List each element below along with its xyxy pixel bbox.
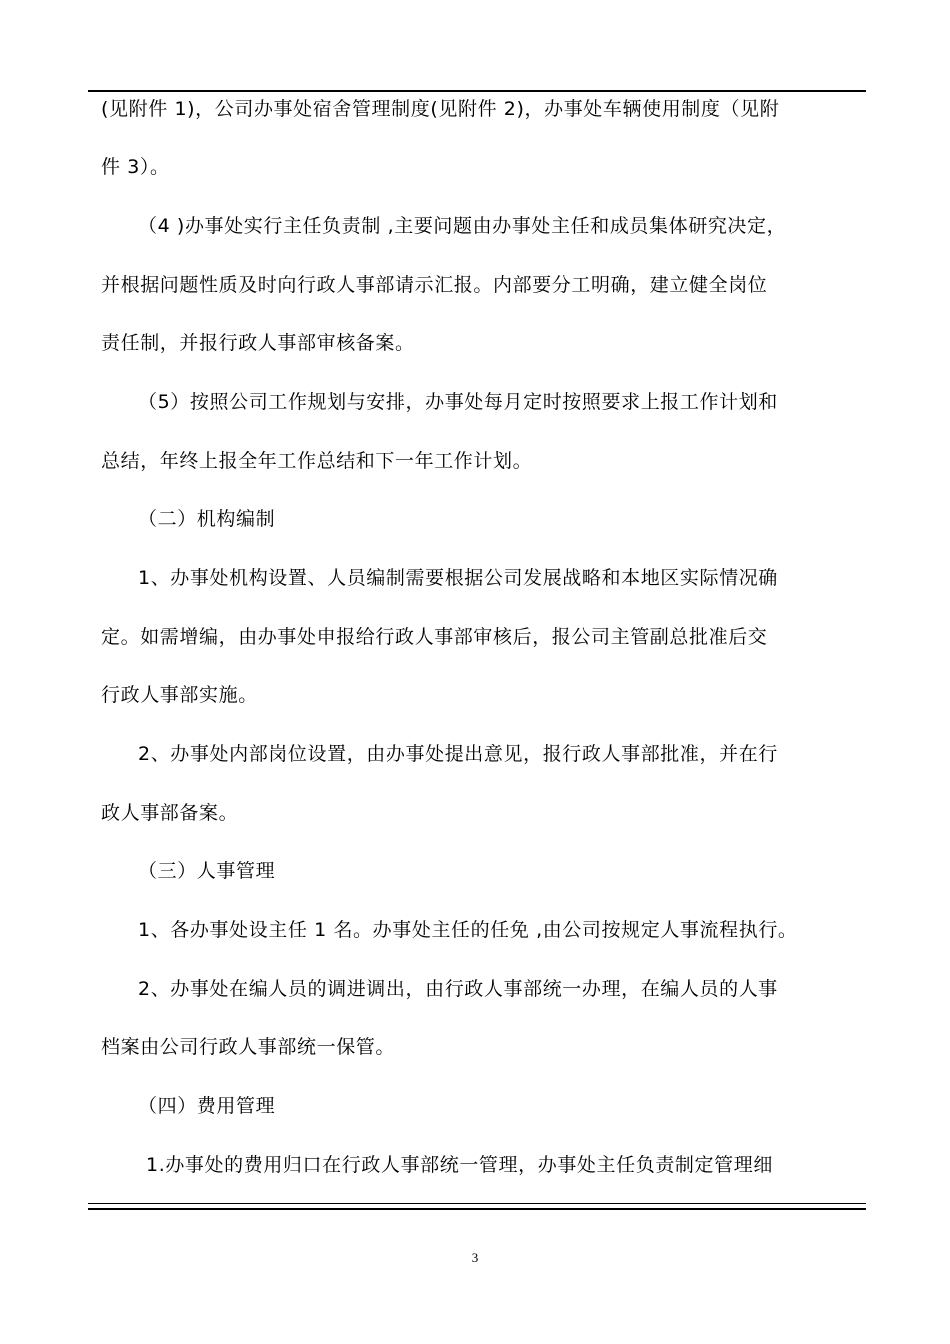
body-line: 定。如需增编，由办事处申报给行政人事部审核后，报公司主管副总批准后交 bbox=[101, 626, 768, 648]
body-line: 2、办事处在编人员的调进调出，由行政人事部统一办理，在编人员的人事 bbox=[138, 978, 778, 1000]
page-number: 3 bbox=[471, 1250, 479, 1265]
body-line: （5）按照公司工作规划与安排，办事处每月定时按照要求上报工作计划和 bbox=[138, 391, 778, 413]
body-line: 2、办事处内部岗位设置，由办事处提出意见，报行政人事部批准，并在行 bbox=[138, 743, 778, 765]
header-rule bbox=[88, 90, 866, 92]
body-line: (见附件 1)，公司办事处宿舍管理制度(见附件 2)，办事处车辆使用制度（见附 bbox=[101, 98, 780, 120]
body-line: 并根据问题性质及时向行政人事部请示汇报。内部要分工明确，建立健全岗位 bbox=[101, 274, 768, 296]
body-line: 1、各办事处设主任 1 名。办事处主任的任免 ,由公司按规定人事流程执行。 bbox=[138, 919, 798, 941]
body-line: 档案由公司行政人事部统一保管。 bbox=[101, 1036, 396, 1058]
body-line: 政人事部备案。 bbox=[101, 802, 239, 824]
body-line: 1.办事处的费用归口在行政人事部统一管理，办事处主任负责制定管理细 bbox=[146, 1154, 773, 1176]
body-line: 行政人事部实施。 bbox=[101, 684, 258, 706]
section-heading: （四）费用管理 bbox=[138, 1095, 276, 1117]
body-line: 责任制，并报行政人事部审核备案。 bbox=[101, 332, 415, 354]
body-line: （4 )办事处实行主任负责制 ,主要问题由办事处主任和成员集体研究决定， bbox=[138, 215, 787, 237]
body-line: 总结，年终上报全年工作总结和下一年工作计划。 bbox=[101, 450, 533, 472]
body-line: 1、办事处机构设置、人员编制需要根据公司发展战略和本地区实际情况确 bbox=[138, 567, 778, 589]
footer-rule bbox=[88, 1203, 866, 1210]
body-line: 件 3）。 bbox=[101, 156, 170, 178]
section-heading: （三）人事管理 bbox=[138, 860, 276, 882]
section-heading: （二）机构编制 bbox=[138, 508, 276, 530]
